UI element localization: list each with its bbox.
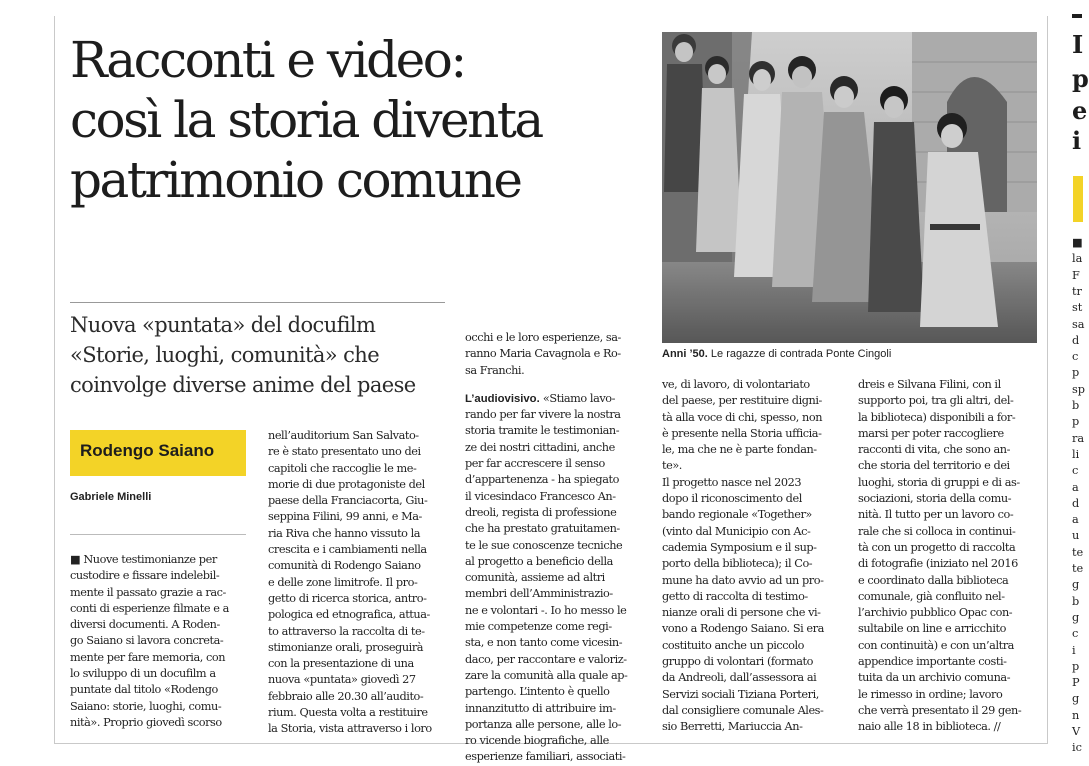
adjacent-text-fragment: ■ [1072, 236, 1083, 249]
column-line: custodire e fissare indelebil- [70, 569, 220, 583]
column-line: getto di ricerca storica, antro- [268, 591, 427, 605]
adjacent-text-fragment: st [1072, 301, 1083, 315]
adjacent-headline-letter: i [1072, 126, 1082, 155]
column-line: cademia Symposium e il sup- [662, 540, 817, 554]
column-line: «Stiamo lavo- [539, 391, 616, 405]
adjacent-text-fragment: n [1072, 708, 1080, 722]
column-line: e delle zone limitrofe. Il pro- [268, 575, 418, 589]
adjacent-text-fragment: d [1072, 333, 1080, 347]
column-line: rale che si colloca in continui- [858, 524, 1016, 538]
adjacent-text-fragment: p [1072, 415, 1080, 429]
column-line: d’appartenenza - ha spiegato [465, 473, 619, 487]
column-line: è presente nella Storia ufficia- [662, 426, 822, 440]
column-line: pologica ed etnografica, attua- [268, 608, 430, 622]
column-line: tuita da un archivio comuna- [858, 671, 1011, 685]
column-line: tà con un progetto di raccolta [858, 540, 1016, 554]
headline-line: patrimonio comune [70, 151, 521, 209]
subheadline [70, 310, 460, 400]
adjacent-text-fragment: g [1072, 578, 1080, 592]
adjacent-text-fragment: g [1072, 610, 1080, 624]
column-line: morie di due protagoniste del [268, 477, 425, 491]
column-line: sociazioni, storia della comu- [858, 492, 1012, 506]
column-line: stimonianze orali, proseguirà [268, 640, 424, 654]
column-line: portanza alle persone, alle lo- [465, 717, 622, 731]
headline-line: Racconti e video: [70, 31, 465, 89]
column-line: marsi per poter raccogliere [858, 426, 1004, 440]
column-line: occhi e le loro esperienze, sa- [465, 331, 621, 344]
adjacent-text-fragment: a [1072, 480, 1079, 494]
column-line: ranno Maria Cavagnola e Ro- [465, 347, 621, 361]
column-line: per far accrescere il senso [465, 457, 605, 471]
column-line: e coordinato dalla biblioteca [858, 573, 1009, 587]
section-lead: L’audiovisivo. [465, 392, 540, 405]
adjacent-text-fragment: ic [1072, 741, 1082, 755]
column-line: conti di esperienze filmate e a [70, 601, 229, 615]
column-line: te le sue conoscenze tecniche [465, 538, 623, 552]
column-line: al progetto a beneficio della [465, 554, 613, 568]
column-line: rium. Questa volta a restituire [268, 706, 428, 720]
column-line: dal consigliere comunale Ales- [662, 703, 824, 717]
column-line: mie competenze come regi- [465, 620, 612, 634]
column-line: gruppo di volontari (formato [662, 655, 813, 669]
adjacent-headline-letter: p [1072, 64, 1089, 93]
column-line: mente per fare memoria, con [70, 650, 226, 664]
adjacent-text-fragment: u [1072, 529, 1080, 543]
adjacent-article-fragment [1052, 0, 1089, 762]
adjacent-text-fragment: tr [1072, 284, 1082, 298]
adjacent-text-fragment: ra [1072, 431, 1085, 445]
caption-lead: Anni ’50. [662, 348, 708, 360]
subhead-line: «Storie, luoghi, comunità» che [70, 343, 380, 367]
column-line: luoghi, storia di gruppi e di as- [858, 475, 1020, 489]
column-line: lo sviluppo di un docufilm a [70, 667, 216, 681]
column-line: nell’auditorium San Salvato- [268, 429, 419, 442]
column-line: porto della biblioteca); il Co- [662, 557, 813, 571]
adjacent-text-fragment: b [1072, 594, 1080, 608]
column-line: go Saiano si lavora concreta- [70, 634, 224, 648]
column-line: supporto poi, tra gli altri, del- [858, 394, 1014, 408]
location-tag [70, 430, 246, 476]
adjacent-text-fragment: c [1072, 464, 1079, 478]
adjacent-text-fragment: sp [1072, 382, 1086, 396]
location-label: Rodengo Saiano [80, 441, 215, 460]
column-line: nianze orali di persone che vi- [662, 606, 821, 620]
column-line: comunale, già confluito nel- [858, 589, 1005, 603]
column-line: te». [662, 459, 682, 473]
column-line: la biblioteca) disponibili a for- [858, 410, 1016, 424]
column-line: di fotografie (iniziato nel 2016 [858, 557, 1018, 571]
adjacent-text-fragment: V [1072, 725, 1081, 738]
column-line: nità». Proprio giovedì scorso [70, 715, 222, 729]
column-line: rando per far vivere la nostra [465, 408, 621, 422]
column-line: ■ Nuove testimonianze per [70, 553, 217, 566]
adjacent-location-tag [1073, 176, 1083, 222]
adjacent-headline-letter: e [1072, 96, 1088, 125]
column-line: ve, di lavoro, di volontariato [662, 378, 810, 391]
subhead-rule [70, 302, 445, 303]
column-line: che ha prestato gratuitamen- [465, 522, 620, 536]
column-line: costituito anche un piccolo [662, 638, 805, 652]
adjacent-text-fragment: F [1072, 268, 1080, 282]
subhead-line: coinvolge diverse anime del paese [70, 373, 416, 397]
adjacent-text-fragment: d [1072, 496, 1080, 510]
column-line: seppina Filini, 99 anni, e Ma- [268, 510, 422, 524]
column-line: innanzitutto di attribuire im- [465, 701, 616, 715]
column-line: che verrà presentato il 29 gen- [858, 703, 1022, 717]
column-line: paese della Franciacorta, Giu- [268, 494, 428, 508]
section-lead-line [465, 391, 643, 407]
column-line: daco, per raccontare e valoriz- [465, 652, 627, 666]
column-line: l’archivio pubblico Opac con- [858, 606, 1013, 620]
column-line: dopo il riconoscimento del [662, 492, 802, 506]
column-line: re è stato presentato uno dei [268, 445, 421, 459]
column-line: mente il passato grazie a rac- [70, 585, 226, 599]
column-line: partengo. L’intento è quello [465, 685, 610, 699]
subhead-line: Nuova «puntata» del docufilm [70, 313, 376, 337]
column-line: storia tramite le testimonian- [465, 424, 620, 438]
column-line: febbraio alle 20.30 all’audito- [268, 689, 424, 703]
text-column-5 [858, 377, 1038, 736]
column-line: vono a Rodengo Saiano. Si era [662, 622, 824, 636]
column-line: con la presentazione di una [268, 657, 414, 671]
column-line: bando regionale «Together» [662, 508, 812, 522]
column-line: Il progetto nasce nel 2023 [662, 475, 802, 489]
column-line: zare la comunità alla quale ap- [465, 668, 628, 682]
column-line: ne e volontari -. Io ho messo le [465, 603, 627, 617]
column-line: nuova «puntata» giovedì 27 [268, 673, 416, 687]
column-line: esperienze familiari, associati- [465, 750, 626, 764]
adjacent-text-fragment: b [1072, 399, 1080, 412]
text-column-2 [268, 428, 446, 738]
column-line: Servizi sociali Tiziana Porteri, [662, 687, 819, 701]
adjacent-rule [1072, 14, 1082, 18]
column-line: diversi documenti. A Roden- [70, 618, 220, 632]
column-line: membri dell’Amministrazio- [465, 587, 613, 601]
column-line: le rimesso in ordine; lavoro [858, 687, 1003, 701]
column-line: dreis e Silvana Filini, con il [858, 378, 1001, 391]
adjacent-text-fragment: a [1072, 513, 1079, 527]
adjacent-text-fragment: li [1072, 447, 1080, 461]
byline-rule [70, 534, 246, 535]
column-line: del paese, per restituire digni- [662, 394, 822, 408]
column-line: ria Riva che hanno vissuto la [268, 526, 421, 540]
archive-photo [662, 32, 1037, 343]
adjacent-text-fragment: c [1072, 627, 1079, 641]
column-line: la Storia, vista attraverso i loro [268, 722, 432, 736]
column-line: ze dei nostri cittadini, anche [465, 440, 615, 454]
headline-line: così la storia diventa [70, 91, 542, 149]
vintage-group-photo [662, 32, 1037, 343]
adjacent-text-fragment: p [1072, 366, 1080, 380]
adjacent-headline-letter: I [1072, 30, 1084, 59]
photo-caption [662, 348, 891, 360]
column-line: (vinto dal Municipio con Ac- [662, 524, 811, 538]
adjacent-text-fragment: sa [1072, 317, 1085, 331]
adjacent-text-fragment: P [1072, 676, 1080, 690]
text-column-4 [662, 377, 840, 736]
column-line: sultabile on line e arricchito [858, 622, 1006, 636]
adjacent-text-fragment: te [1072, 562, 1084, 575]
column-line: Saiano: storie, luoghi, comu- [70, 699, 222, 713]
adjacent-text-fragment: te [1072, 545, 1084, 559]
column-line: appendice importante costi- [858, 655, 1007, 669]
headline [70, 30, 650, 210]
column-line: le, ma che ne è parte fondan- [662, 443, 817, 457]
caption-text: Le ragazze di contrada Ponte Cingoli [707, 348, 892, 360]
adjacent-text-fragment: p [1072, 659, 1080, 673]
column-line: che storia del territorio e dei [858, 459, 1010, 473]
column-line: to attraverso la raccolta di te- [268, 624, 425, 638]
column-line: capitoli che raccoglie le me- [268, 461, 417, 475]
column-line: dreoli, regista di professione [465, 505, 617, 519]
column-line: sio Berretti, Mariuccia An- [662, 720, 803, 734]
column-line: puntate dal titolo «Rodengo [70, 683, 218, 697]
column-line: con continuità) e con un’altra [858, 638, 1014, 652]
text-column-3 [465, 330, 643, 766]
column-line: crescita e i cambiamenti nella [268, 543, 427, 557]
column-line: racconti di vita, che sono an- [858, 443, 1010, 457]
column-line: il vicesindaco Francesco An- [465, 489, 616, 503]
column-line: sta, e non tanto come vicesin- [465, 636, 623, 650]
adjacent-text-fragment: g [1072, 692, 1080, 706]
text-column-1 [70, 552, 248, 731]
column-line: ro vicende biografiche, alle [465, 734, 609, 748]
adjacent-text-fragment: c [1072, 350, 1079, 364]
column-line: comunità, assieme ad altri [465, 571, 605, 585]
column-line: comunità di Rodengo Saiano [268, 559, 421, 573]
adjacent-text-fragment: la [1072, 252, 1083, 266]
column-line: tà alla voce di chi, spesso, non [662, 410, 823, 424]
column-line: nità. Il tutto per un lavoro co- [858, 508, 1014, 522]
column-line: getto di raccolta di testimo- [662, 589, 808, 603]
byline: Gabriele Minelli [70, 491, 152, 503]
adjacent-text-fragment: i [1072, 643, 1076, 657]
column-line: mune ha dato avvio ad un pro- [662, 573, 824, 587]
column-line: sa Franchi. [465, 363, 525, 377]
column-line: naio alle 18 in biblioteca. // [858, 720, 1001, 734]
column-line: da Andreoli, dall’assessora ai [662, 671, 817, 685]
